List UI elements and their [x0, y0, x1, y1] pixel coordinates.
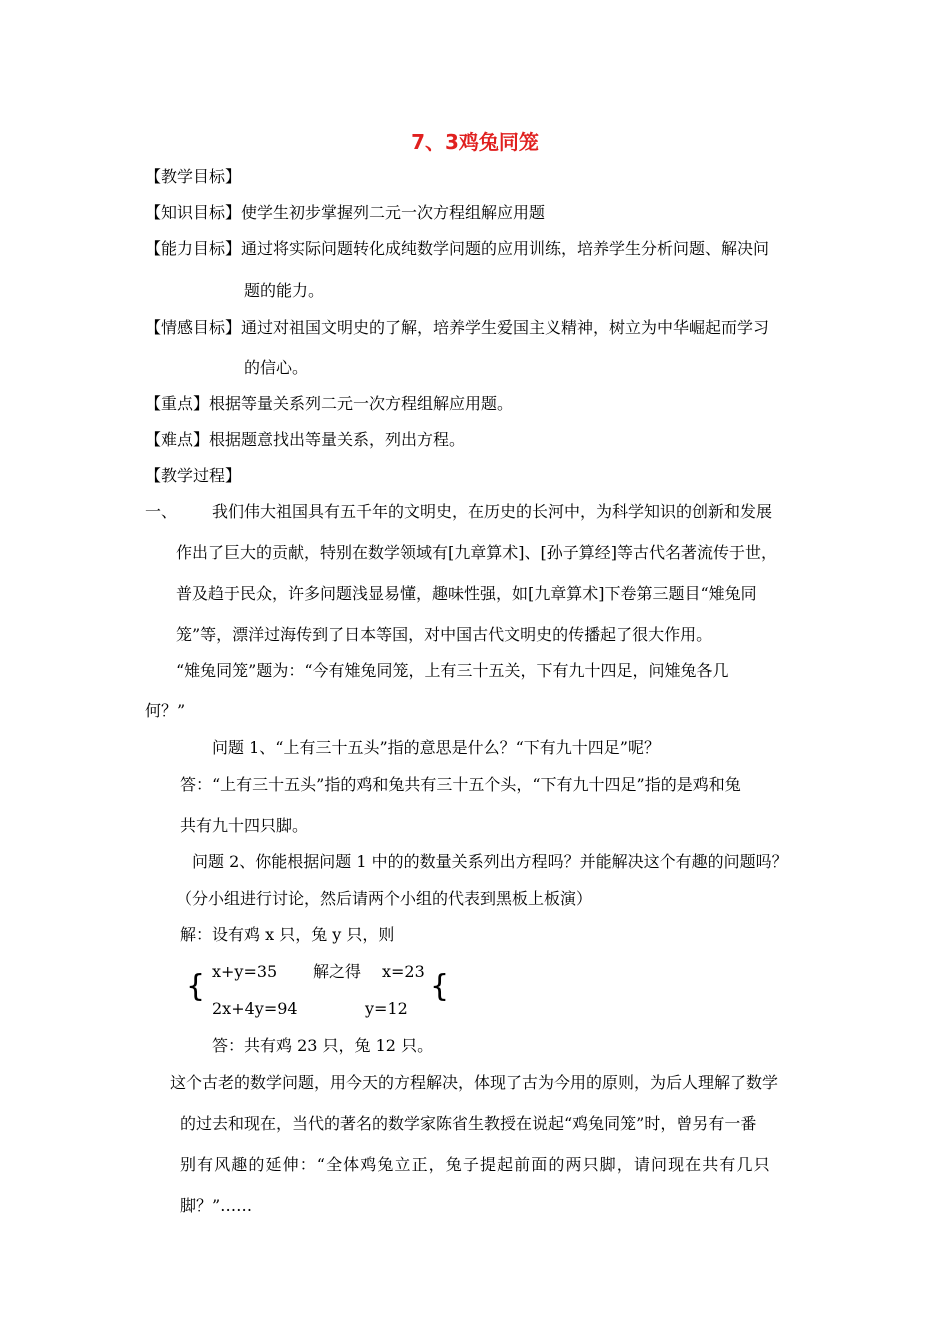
final-answer: 答：共有鸡 23 只，兔 12 只。	[212, 1036, 434, 1055]
question-2-note: （分小组进行讨论，然后请两个小组的代表到黑板上板演）	[176, 889, 593, 908]
equation-1: x+y=35	[212, 962, 278, 981]
answer-1-line1: 答：“上有三十五头”指的鸡和兔共有三十五个头，“下有九十四足”指的是鸡和兔	[180, 775, 741, 794]
closing-paragraph-line4: 脚？”……	[180, 1196, 253, 1215]
solve-label: 解之得	[313, 962, 362, 981]
difficulty: 【难点】根据题意找出等量关系，列出方程。	[145, 430, 466, 449]
process-header: 【教学过程】	[145, 466, 242, 485]
intro-paragraph-line3: 普及趋于民众，许多问题浅显易懂，趣味性强，如[九章算术]下卷第三题目“雉兔同	[176, 584, 757, 603]
problem-statement-line2: 何？”	[145, 701, 186, 720]
objectives-header: 【教学目标】	[145, 167, 242, 186]
answer-1-line2: 共有九十四只脚。	[180, 816, 309, 835]
intro-paragraph-line2: 作出了巨大的贡献，特别在数学领域有[九章算术]、[孙子算经]等古代名著流传于世，	[176, 543, 777, 562]
closing-paragraph-line1: 这个古老的数学问题，用今天的方程解决，体现了古为今用的原则，为后人理解了数学	[170, 1073, 779, 1092]
question-2: 问题 2、你能根据问题 1 中的的数量关系列出方程吗？并能解决这个有趣的问题吗？	[192, 852, 788, 871]
problem-statement-line1: “雉兔同笼”题为：“今有雉兔同笼，上有三十五关，下有九十四足，问雉兔各几	[176, 661, 729, 680]
intro-paragraph-line1: 我们伟大祖国具有五千年的文明史，在历史的长河中，为科学知识的创新和发展	[212, 502, 773, 521]
ability-objective-line1: 【能力目标】通过将实际问题转化成纯数学问题的应用训练，培养学生分析问题、解决问	[145, 239, 770, 258]
right-brace: {	[430, 969, 450, 1004]
left-brace: {	[186, 969, 206, 1004]
question-1: 问题 1、“上有三十五头”指的意思是什么？“下有九十四足”呢？	[212, 738, 660, 757]
knowledge-objective: 【知识目标】使学生初步掌握列二元一次方程组解应用题	[145, 203, 546, 222]
equation-2: 2x+4y=94	[212, 999, 298, 1018]
result-x: x=23	[382, 962, 425, 981]
solution-setup: 解：设有鸡 x 只，兔 y 只，则	[180, 925, 395, 944]
page-title: 7、3鸡兔同笼	[411, 130, 539, 154]
emotion-objective-line2: 的信心。	[244, 358, 309, 377]
emotion-objective-line1: 【情感目标】通过对祖国文明史的了解，培养学生爱国主义精神，树立为中华崛起而学习	[145, 318, 770, 337]
ability-objective-line2: 题的能力。	[244, 281, 325, 300]
closing-paragraph-line2: 的过去和现在，当代的著名的数学家陈省生教授在说起“鸡兔同笼”时，曾另有一番	[180, 1114, 757, 1133]
key-point: 【重点】根据等量关系列二元一次方程组解应用题。	[145, 394, 514, 413]
section-marker: 一、	[145, 502, 178, 521]
closing-paragraph-line3: 别有风趣的延伸：“全体鸡兔立正，兔子提起前面的两只脚，请问现在共有几只	[180, 1155, 771, 1174]
result-y: y=12	[365, 999, 408, 1018]
intro-paragraph-line4: 笼”等，漂洋过海传到了日本等国，对中国古代文明史的传播起了很大作用。	[176, 625, 713, 644]
